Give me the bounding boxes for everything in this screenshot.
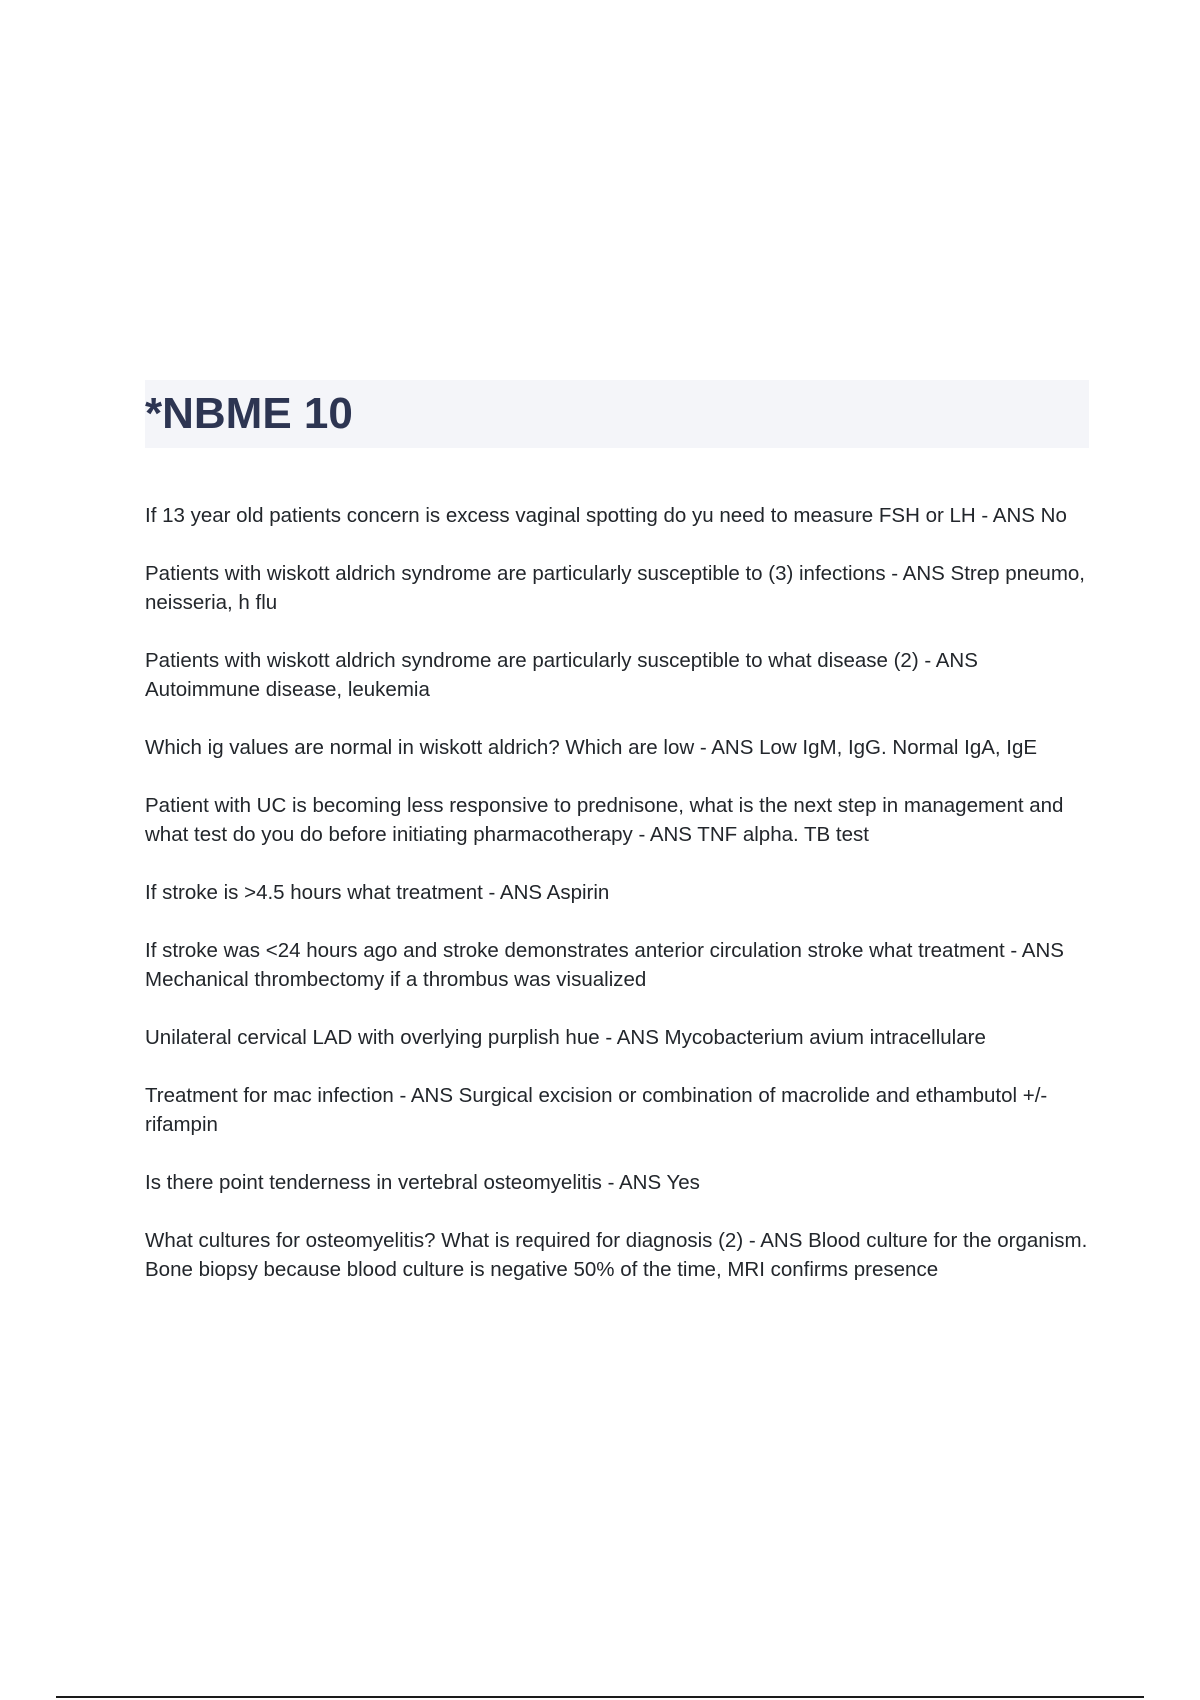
qa-item: What cultures for osteomyelitis? What is required for diagnosis (2) - ANS Blood culture for the organism. Bone biopsy because blood culture is negative 50% of the time, MRI confirms presence <box>145 1229 1088 1281</box>
qa-item: Patient with UC is becoming less responsive to prednisone, what is the next step in management and what test do you do before initiating pharmacotherapy - ANS TNF alpha. TB test <box>145 794 1064 846</box>
qa-item: Patients with wiskott aldrich syndrome are particularly susceptible to (3) infections - ANS Strep pneumo, neisseria, h flu <box>145 562 1085 614</box>
qa-item: If stroke is >4.5 hours what treatment - ANS Aspirin <box>145 881 610 904</box>
qa-item: Treatment for mac infection - ANS Surgical excision or combination of macrolide and ethambutol +/- rifampin <box>145 1084 1048 1136</box>
qa-item: Unilateral cervical LAD with overlying purplish hue - ANS Mycobacterium avium intracellulare <box>145 1026 986 1049</box>
qa-item: Patients with wiskott aldrich syndrome are particularly susceptible to what disease (2) - ANS Autoimmune disease, leukemia <box>145 649 978 701</box>
qa-item: Which ig values are normal in wiskott aldrich? Which are low - ANS Low IgM, IgG. Normal IgA, IgE <box>145 736 1038 759</box>
footer-divider <box>56 1696 1144 1698</box>
qa-item: If stroke was <24 hours ago and stroke demonstrates anterior circulation stroke what treatment - ANS Mechanical thrombectomy if a thrombus was visualized <box>145 939 1064 991</box>
qa-list <box>145 501 1095 1313</box>
qa-item: Is there point tenderness in vertebral osteomyelitis - ANS Yes <box>145 1171 700 1194</box>
qa-item: If 13 year old patients concern is excess vaginal spotting do yu need to measure FSH or LH - ANS No <box>145 504 1067 527</box>
document-title: *NBME 10 <box>145 389 353 438</box>
